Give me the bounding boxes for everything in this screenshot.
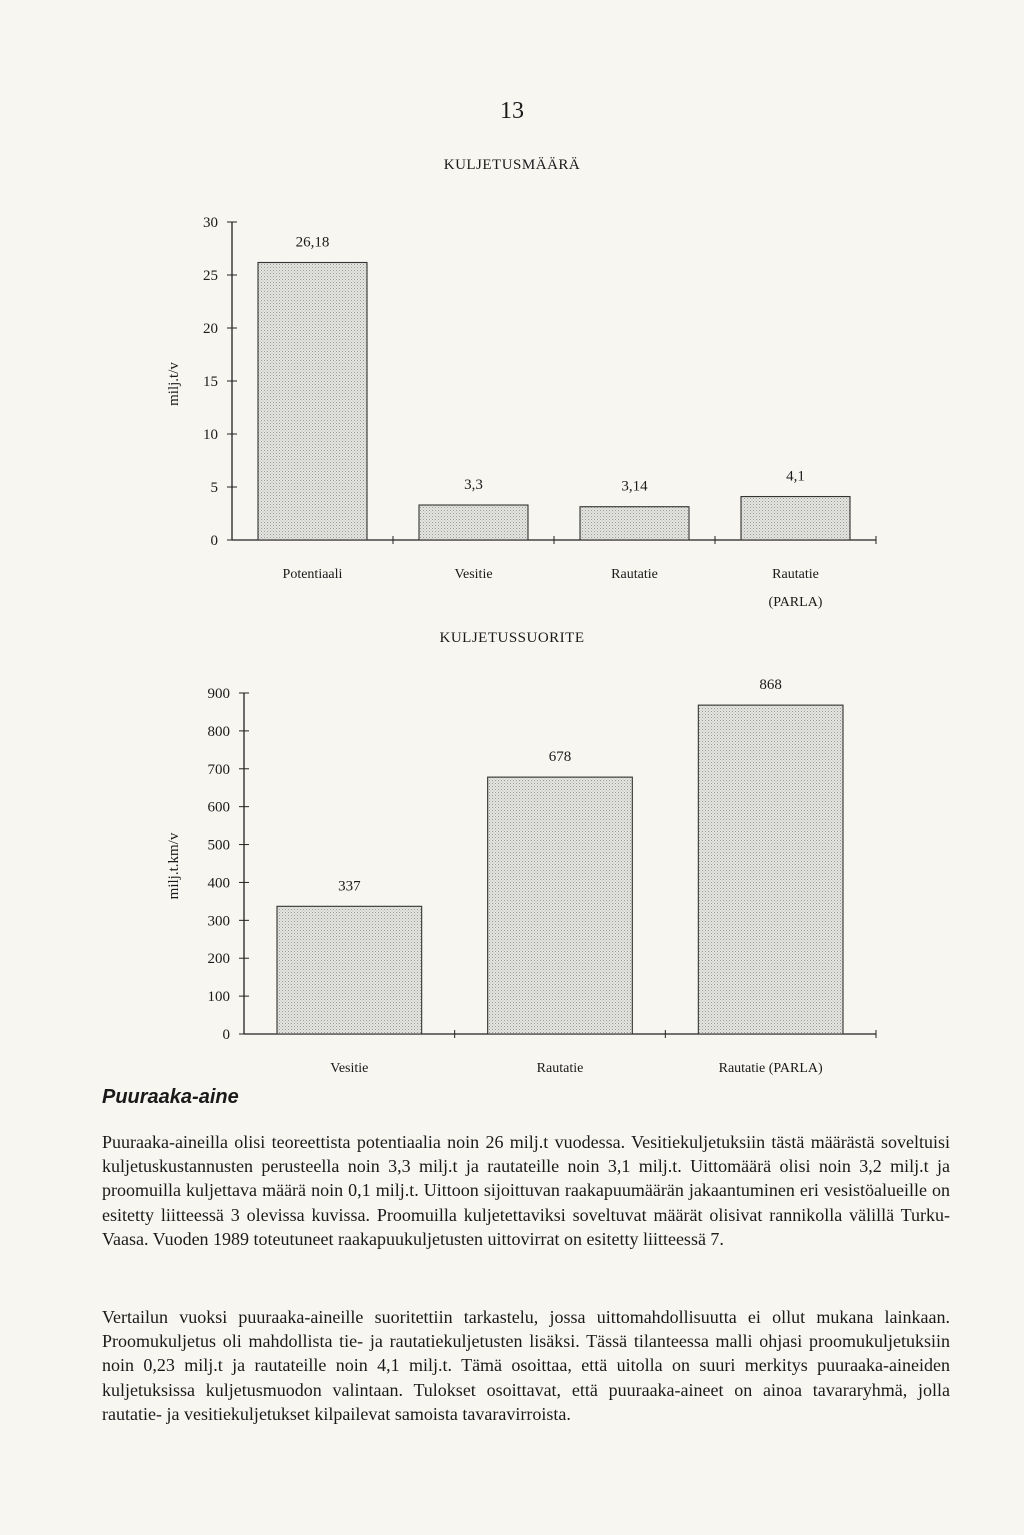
chart-title-kuljetusmaara: KULJETUSMÄÄRÄ xyxy=(443,157,581,173)
y-axis-label: milj.t/v xyxy=(166,362,182,406)
y-tick-label: 20 xyxy=(203,321,218,337)
data-label: 4,1 xyxy=(786,468,805,485)
data-label: 26,18 xyxy=(295,234,330,251)
y-tick-label: 200 xyxy=(207,951,230,968)
y-tick-label: 15 xyxy=(203,374,218,390)
category-label: Rautatie xyxy=(536,1061,584,1076)
y-tick-label: 5 xyxy=(210,480,218,496)
category-label: Vesitie xyxy=(330,1061,369,1076)
y-axis-label: milj.t.km/v xyxy=(166,832,182,900)
y-tick-label: 600 xyxy=(207,799,230,816)
data-label: 678 xyxy=(548,749,572,766)
data-label: 868 xyxy=(759,677,782,694)
category-label: Rautatie (PARLA) xyxy=(718,1061,823,1076)
y-tick-label: 0 xyxy=(210,533,218,549)
bar xyxy=(698,705,843,1034)
y-tick-label: 10 xyxy=(203,427,218,443)
y-tick-label: 400 xyxy=(207,875,230,892)
data-label: 3,14 xyxy=(621,478,648,495)
category-label: Rautatie xyxy=(772,567,819,582)
data-label: 3,3 xyxy=(464,477,483,494)
category-label: Rautatie xyxy=(611,567,658,582)
y-tick-label: 800 xyxy=(207,723,230,740)
y-tick-label: 100 xyxy=(207,989,230,1006)
paragraph-1: Puuraaka-aineilla olisi teoreettista potentiaalia noin 26 milj.t vuodessa. Vesitiekuljetuksiin tästä määrästä soveltuisi kuljetuskustannusten perusteella noin 3,3 milj.t ja rautateille noin 3,1 milj.t. Uittomäärä olisi noin 3,2 milj.t ja proomuilla kuljettava määrä noin 0,1 milj.t. Uittoon sijoittuvan raakapuumäärän jakaantuminen eri vesistöalueille on esitetty liitteessä 3 olevissa kuvissa. Proomuilla kuljetettaviksi soveltuvat määrät olisivat rannikolla välillä Turku-Vaasa. Vuoden 1989 toteutuneet raakapuukuljetusten uittovirrat on esitetty liitteessä 7. xyxy=(102,1132,950,1249)
category-label: Potentiaali xyxy=(282,567,343,582)
data-label: 337 xyxy=(338,878,361,895)
bar xyxy=(488,777,633,1034)
y-tick-label: 900 xyxy=(207,686,230,702)
page-number: 13 xyxy=(500,98,524,124)
section-heading: Puuraaka-aine xyxy=(102,1086,239,1108)
category-label: Vesitie xyxy=(454,567,493,582)
bar xyxy=(277,906,422,1034)
y-tick-label: 30 xyxy=(203,215,218,231)
y-tick-label: 300 xyxy=(207,913,230,930)
paragraph-2: Vertailun vuoksi puuraaka-aineille suoritettiin tarkastelu, jossa uittomahdollisuutta ei ollut mukana lainkaan. Proomukuljetus oli mahdollista tie- ja rautatiekuljetusten lisäksi. Tässä tilanteessa malli ohjasi proomukuljetuksiin noin 0,23 milj.t ja rautateille noin 4,1 milj.t. Tämä osoittaa, että uitolla on suuri merkitys puuraaka-aineiden kuljetuksissa kuljetusmuodon valintaan. Tulokset osoittavat, että puuraaka-aineet on ainoa tavararyhmä, jolla rautatie- ja vesitiekuljetukset kilpailevat samoista tavaravirroista. xyxy=(102,1307,950,1424)
y-tick-label: 700 xyxy=(207,761,230,778)
chart-title-kuljetussuorite: KULJETUSSUORITE xyxy=(439,630,585,646)
y-tick-label: 25 xyxy=(203,268,218,284)
y-tick-label: 500 xyxy=(207,837,230,854)
category-label: (PARLA) xyxy=(768,595,823,610)
y-tick-label: 0 xyxy=(222,1027,230,1043)
